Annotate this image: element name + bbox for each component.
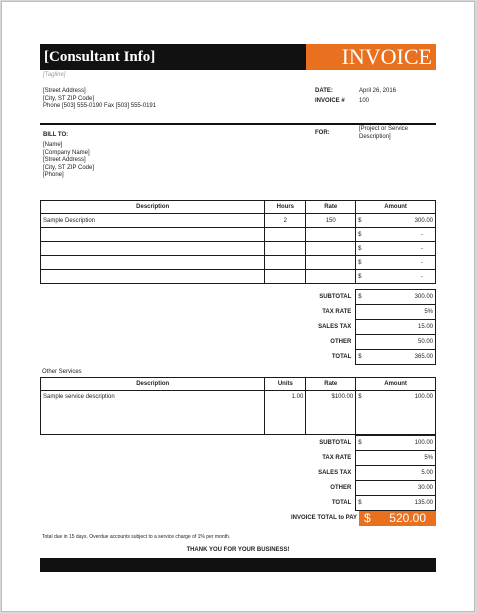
date-label: DATE: (315, 88, 333, 94)
amount-value: 100.00 (414, 394, 433, 400)
subtotal-value (356, 436, 436, 451)
summary-row (282, 290, 436, 305)
row-units[interactable]: 1.00 (265, 391, 306, 435)
for-description (359, 126, 408, 141)
subtotal-amount: 100.00 (414, 440, 433, 446)
other-services-title: Other Services (42, 369, 82, 375)
row-hours[interactable] (265, 242, 306, 256)
tax-rate-value[interactable]: 5% (356, 305, 436, 320)
bill-to-label: BILL TO: (43, 132, 69, 138)
summary-row (282, 335, 436, 350)
amount-value: 300.00 (414, 217, 433, 224)
table-row (41, 391, 436, 435)
grand-total-box (359, 511, 436, 526)
col-amount: Amount (356, 378, 436, 391)
row-amount (356, 214, 436, 228)
tax-rate-label: TAX RATE (322, 309, 352, 315)
header-divider (40, 123, 436, 125)
summary-row (282, 496, 436, 511)
total-value (356, 350, 436, 365)
currency-symbol: $ (358, 231, 362, 238)
row-rate[interactable] (306, 242, 356, 256)
for-line-1[interactable]: [Project or Service (359, 126, 409, 132)
col-hours: Hours (265, 201, 306, 214)
currency-symbol: $ (358, 440, 362, 446)
row-description[interactable]: Sample service description (41, 391, 265, 435)
subtotal-label: SUBTOTAL (319, 440, 352, 446)
total-label: TOTAL (331, 500, 352, 506)
sales-tax-value: 15.00 (356, 320, 436, 335)
bill-to-block (43, 142, 94, 180)
summary-row (282, 320, 436, 335)
grand-total-label: INVOICE TOTAL to PAY (290, 515, 357, 521)
currency-symbol: $ (358, 294, 362, 300)
row-description[interactable]: Sample Description (41, 214, 265, 228)
amount-value: - (421, 231, 423, 238)
bill-to-phone[interactable]: [Phone] (43, 172, 64, 179)
row-amount (356, 256, 436, 270)
other-services-header-row (41, 378, 436, 391)
date-value[interactable]: April 26, 2016 (359, 88, 397, 94)
row-description[interactable] (41, 256, 265, 270)
currency-symbol: $ (358, 217, 362, 224)
services-table (40, 200, 436, 284)
table-row (41, 228, 436, 242)
consultant-phone-fax[interactable]: Phone [503] 555-0190 Fax [503] 555-0191 (43, 103, 157, 110)
bill-to-name[interactable]: [Name] (43, 142, 63, 148)
row-rate[interactable] (306, 228, 356, 242)
summary-row (282, 481, 436, 496)
subtotal-value (356, 290, 436, 305)
grand-total-currency: $ (364, 511, 371, 525)
table-row (41, 214, 436, 228)
amount-value: - (421, 245, 423, 252)
summary-row (282, 350, 436, 365)
consultant-city[interactable]: [City, ST ZIP Code] (43, 95, 95, 102)
amount-value: - (421, 259, 423, 266)
total-amount: 135.00 (414, 500, 433, 506)
total-amount: 365.00 (414, 354, 433, 360)
row-hours[interactable] (265, 228, 306, 242)
col-description: Description (41, 201, 265, 214)
col-units: Units (265, 378, 306, 391)
invoice-number-label: INVOICE # (315, 98, 345, 104)
services-summary (282, 289, 436, 365)
currency-symbol: $ (358, 500, 362, 506)
payment-terms[interactable]: Total due in 15 days. Overdue accounts subject to a service charge of 1% per month. (42, 534, 231, 540)
row-rate[interactable]: $100.00 (306, 391, 356, 435)
consultant-address (43, 88, 156, 111)
row-description[interactable] (41, 270, 265, 284)
col-rate: Rate (306, 201, 356, 214)
table-row (41, 270, 436, 284)
tax-rate-value[interactable]: 5% (356, 451, 436, 466)
row-amount (356, 270, 436, 284)
other-services-table (40, 377, 436, 435)
row-description[interactable] (41, 228, 265, 242)
thank-you-message[interactable]: THANK YOU FOR YOUR BUSINESS! (186, 547, 290, 553)
col-rate: Rate (306, 378, 356, 391)
row-rate[interactable]: 150 (306, 214, 356, 228)
bill-to-company[interactable]: [Company Name] (43, 149, 90, 156)
for-line-2[interactable]: Description] (359, 133, 391, 140)
row-hours[interactable] (265, 256, 306, 270)
bill-to-street[interactable]: [Street Address] (43, 157, 86, 164)
tagline[interactable]: [Tagline] (43, 72, 66, 78)
table-row (41, 242, 436, 256)
footer-bar (40, 558, 436, 572)
currency-symbol: $ (358, 273, 362, 280)
summary-row (282, 436, 436, 451)
row-amount (356, 391, 436, 435)
table-row (41, 256, 436, 270)
grand-total-value: 520.00 (389, 511, 426, 525)
row-hours[interactable] (265, 270, 306, 284)
total-value (356, 496, 436, 511)
other-services-summary (282, 435, 436, 511)
sales-tax-label: SALES TAX (318, 470, 352, 476)
currency-symbol: $ (358, 394, 362, 400)
summary-row (282, 305, 436, 320)
for-label: FOR: (315, 130, 330, 136)
row-rate[interactable] (306, 270, 356, 284)
currency-symbol: $ (358, 245, 362, 252)
other-value[interactable]: 50.00 (356, 335, 436, 350)
other-value[interactable]: 30.00 (356, 481, 436, 496)
amount-value: - (421, 273, 423, 280)
summary-row (282, 451, 436, 466)
sales-tax-label: SALES TAX (318, 324, 352, 330)
sales-tax-value: 5.00 (356, 466, 436, 481)
consultant-info-banner[interactable]: [Consultant Info] (40, 44, 306, 70)
row-amount (356, 228, 436, 242)
invoice-number-value[interactable]: 100 (359, 98, 370, 104)
subtotal-amount: 300.00 (414, 294, 433, 300)
row-rate[interactable] (306, 256, 356, 270)
subtotal-label: SUBTOTAL (319, 294, 352, 300)
row-hours[interactable]: 2 (265, 214, 306, 228)
row-description[interactable] (41, 242, 265, 256)
currency-symbol: $ (358, 259, 362, 266)
invoice-title-banner: INVOICE (306, 44, 436, 70)
summary-row (282, 466, 436, 481)
services-header-row (41, 201, 436, 214)
col-description: Description (41, 378, 265, 391)
col-amount: Amount (356, 201, 436, 214)
other-label: OTHER (330, 485, 352, 491)
total-label: TOTAL (331, 354, 352, 360)
tax-rate-label: TAX RATE (322, 455, 352, 461)
invoice-page (1, 1, 475, 612)
bill-to-city[interactable]: [City, ST ZIP Code] (43, 164, 95, 171)
other-label: OTHER (330, 339, 352, 345)
currency-symbol: $ (358, 354, 362, 360)
consultant-street[interactable]: [Street Address] (43, 88, 86, 94)
row-amount (356, 242, 436, 256)
